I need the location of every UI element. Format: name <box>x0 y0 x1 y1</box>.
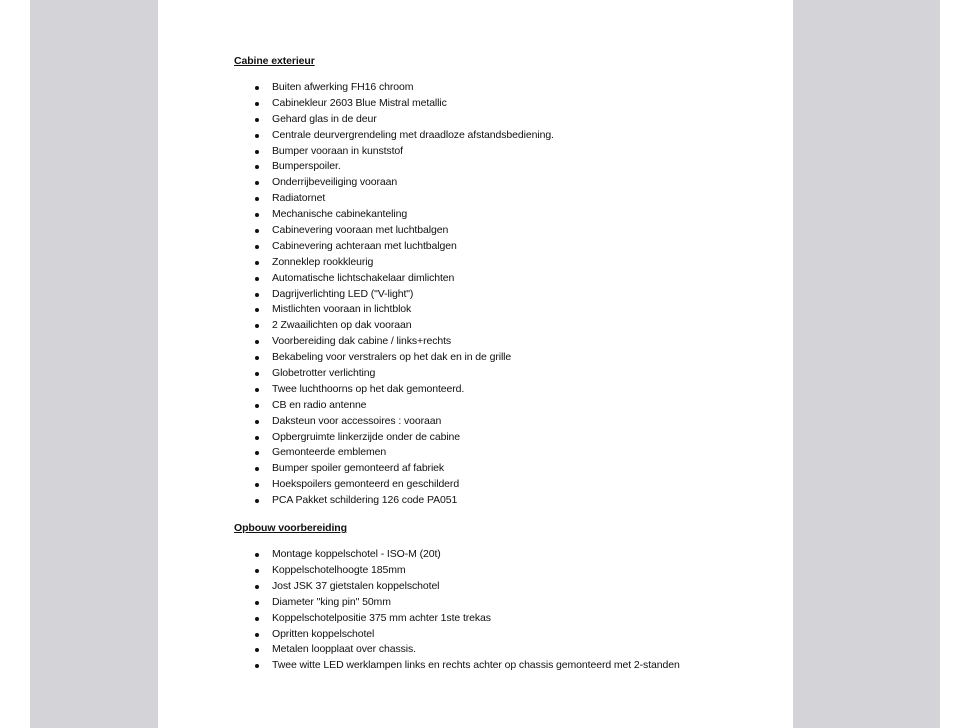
list-item-text: Gehard glas in de deur <box>272 112 377 125</box>
list-item-text: Twee witte LED werklampen links en rechts achter op chassis gemonteerd met 2-standen <box>272 659 680 672</box>
bullet-icon <box>255 648 259 652</box>
bullet-icon <box>255 181 259 185</box>
list-item <box>234 658 774 674</box>
bullet-icon <box>255 633 259 637</box>
list-item-text: Daksteun voor accessoires : vooraan <box>272 414 442 427</box>
page-content <box>234 52 774 674</box>
document-page <box>158 0 793 728</box>
list-item <box>234 287 774 303</box>
list-item-text: Cabinevering vooraan met luchtbalgen <box>272 224 449 237</box>
bullet-icon <box>255 451 259 455</box>
list-item <box>234 271 774 287</box>
bullet-icon <box>255 569 259 573</box>
list-item <box>234 207 774 223</box>
bullet-icon <box>255 102 259 106</box>
bullet-icon <box>255 261 259 265</box>
bullet-icon <box>255 165 259 169</box>
list-item-text: Buiten afwerking FH16 chroom <box>272 81 414 93</box>
bullet-icon <box>255 553 259 557</box>
bullet-icon <box>255 150 259 154</box>
bullet-icon <box>255 293 259 297</box>
viewer-background-right <box>793 0 940 728</box>
list-item-text: Gemonteerde emblemen <box>272 446 387 459</box>
viewer-background-left <box>30 0 158 728</box>
list-item-text: Centrale deurvergrendeling met draadloze afstandsbediening. <box>272 128 554 141</box>
list-item <box>234 350 774 366</box>
list-item-text: Opbergruimte linkerzijde onder de cabine <box>272 430 461 443</box>
list-item-text: Dagrijverlichting LED ("V-light") <box>272 287 414 300</box>
list-item <box>234 642 774 658</box>
list-item <box>234 382 774 398</box>
bullet-icon <box>255 483 259 487</box>
list-item <box>234 366 774 382</box>
list-item <box>234 191 774 207</box>
bullet-icon <box>255 601 259 605</box>
list-item <box>234 595 774 611</box>
list-item-text: CB en radio antenne <box>272 398 367 411</box>
list-item <box>234 477 774 493</box>
list-item-text: Mechanische cabinekanteling <box>272 208 408 221</box>
list-item-text: Cabinevering achteraan met luchtbalgen <box>272 239 457 252</box>
bullet-icon <box>255 404 259 408</box>
list-item-text: Automatische lichtschakelaar dimlichten <box>272 271 455 284</box>
bullet-icon <box>255 118 259 122</box>
list-item <box>234 128 774 144</box>
list-item <box>234 223 774 239</box>
list-item <box>234 461 774 477</box>
bullet-icon <box>255 372 259 376</box>
list-item <box>234 611 774 627</box>
list-item-text: Hoekspoilers gemonteerd en geschilderd <box>272 478 460 491</box>
bullet-icon <box>255 388 259 392</box>
list-item-text: Voorbereiding dak cabine / links+rechts <box>272 335 452 348</box>
bullet-icon <box>255 664 259 668</box>
bullet-icon <box>255 340 259 344</box>
list-item <box>234 255 774 271</box>
list-item <box>234 334 774 350</box>
list-item <box>234 493 774 509</box>
list-item-text: Koppelschotelhoogte 185mm <box>272 563 406 576</box>
bullet-icon <box>255 420 259 424</box>
list-item <box>234 239 774 255</box>
list-item <box>234 175 774 191</box>
list-item <box>234 414 774 430</box>
list-item-text: Bumper spoiler gemonteerd af fabriek <box>272 462 445 475</box>
bullet-list <box>234 80 774 509</box>
bullet-icon <box>255 277 259 281</box>
list-item-text: Montage koppelschotel - ISO-M (20t) <box>272 548 441 561</box>
list-item <box>234 302 774 318</box>
bullet-icon <box>255 134 259 138</box>
list-item <box>234 563 774 579</box>
section-opbouw-voorbereiding <box>234 519 774 674</box>
section-cabine-exterieur <box>234 52 774 509</box>
list-item <box>234 96 774 112</box>
list-item <box>234 112 774 128</box>
section-title: Opbouw voorbereiding <box>234 522 347 535</box>
section-title: Cabine exterieur <box>234 55 315 67</box>
list-item <box>234 144 774 160</box>
list-item-text: Metalen loopplaat over chassis. <box>272 643 416 656</box>
list-item-text: Radiatornet <box>272 192 326 205</box>
bullet-list <box>234 547 774 674</box>
bullet-icon <box>255 308 259 312</box>
list-item-text: PCA Pakket schildering 126 code PA051 <box>272 494 458 507</box>
list-item-text: Diameter "king pin" 50mm <box>272 595 391 608</box>
list-item <box>234 80 774 96</box>
list-item-text: Mistlichten vooraan in lichtblok <box>272 303 412 316</box>
list-item-text: Opritten koppelschotel <box>272 627 375 640</box>
bullet-icon <box>255 499 259 503</box>
list-item-text: Jost JSK 37 gietstalen koppelschotel <box>272 579 440 592</box>
section-spacer <box>234 509 774 519</box>
list-item <box>234 318 774 334</box>
list-item-text: Onderrijbeveiliging vooraan <box>272 176 398 189</box>
bullet-icon <box>255 467 259 471</box>
bullet-icon <box>255 197 259 201</box>
list-item-text: Twee luchthoorns op het dak gemonteerd. <box>272 382 465 395</box>
bullet-icon <box>255 229 259 233</box>
list-item-text: Bumper vooraan in kunststof <box>272 144 403 157</box>
bullet-icon <box>255 436 259 440</box>
bullet-icon <box>255 86 259 90</box>
list-item <box>234 627 774 643</box>
list-item-text: Bumperspoiler. <box>272 160 341 173</box>
bullet-icon <box>255 617 259 621</box>
bullet-icon <box>255 213 259 217</box>
bullet-icon <box>255 324 259 328</box>
list-item <box>234 579 774 595</box>
bullet-icon <box>255 356 259 360</box>
list-item <box>234 547 774 563</box>
list-item-text: Cabinekleur 2603 Blue Mistral metallic <box>272 96 447 109</box>
bullet-icon <box>255 585 259 589</box>
list-item-text: Bekabeling voor verstralers op het dak en in de grille <box>272 351 512 364</box>
list-item-text: Koppelschotelpositie 375 mm achter 1ste trekas <box>272 611 491 624</box>
list-item-text: Globetrotter verlichting <box>272 367 376 380</box>
list-item <box>234 159 774 175</box>
list-item-text: Zonneklep rookkleurig <box>272 255 374 268</box>
list-item <box>234 398 774 414</box>
bullet-icon <box>255 245 259 249</box>
list-item <box>234 430 774 446</box>
list-item-text: 2 Zwaailichten op dak vooraan <box>272 319 412 332</box>
list-item <box>234 445 774 461</box>
